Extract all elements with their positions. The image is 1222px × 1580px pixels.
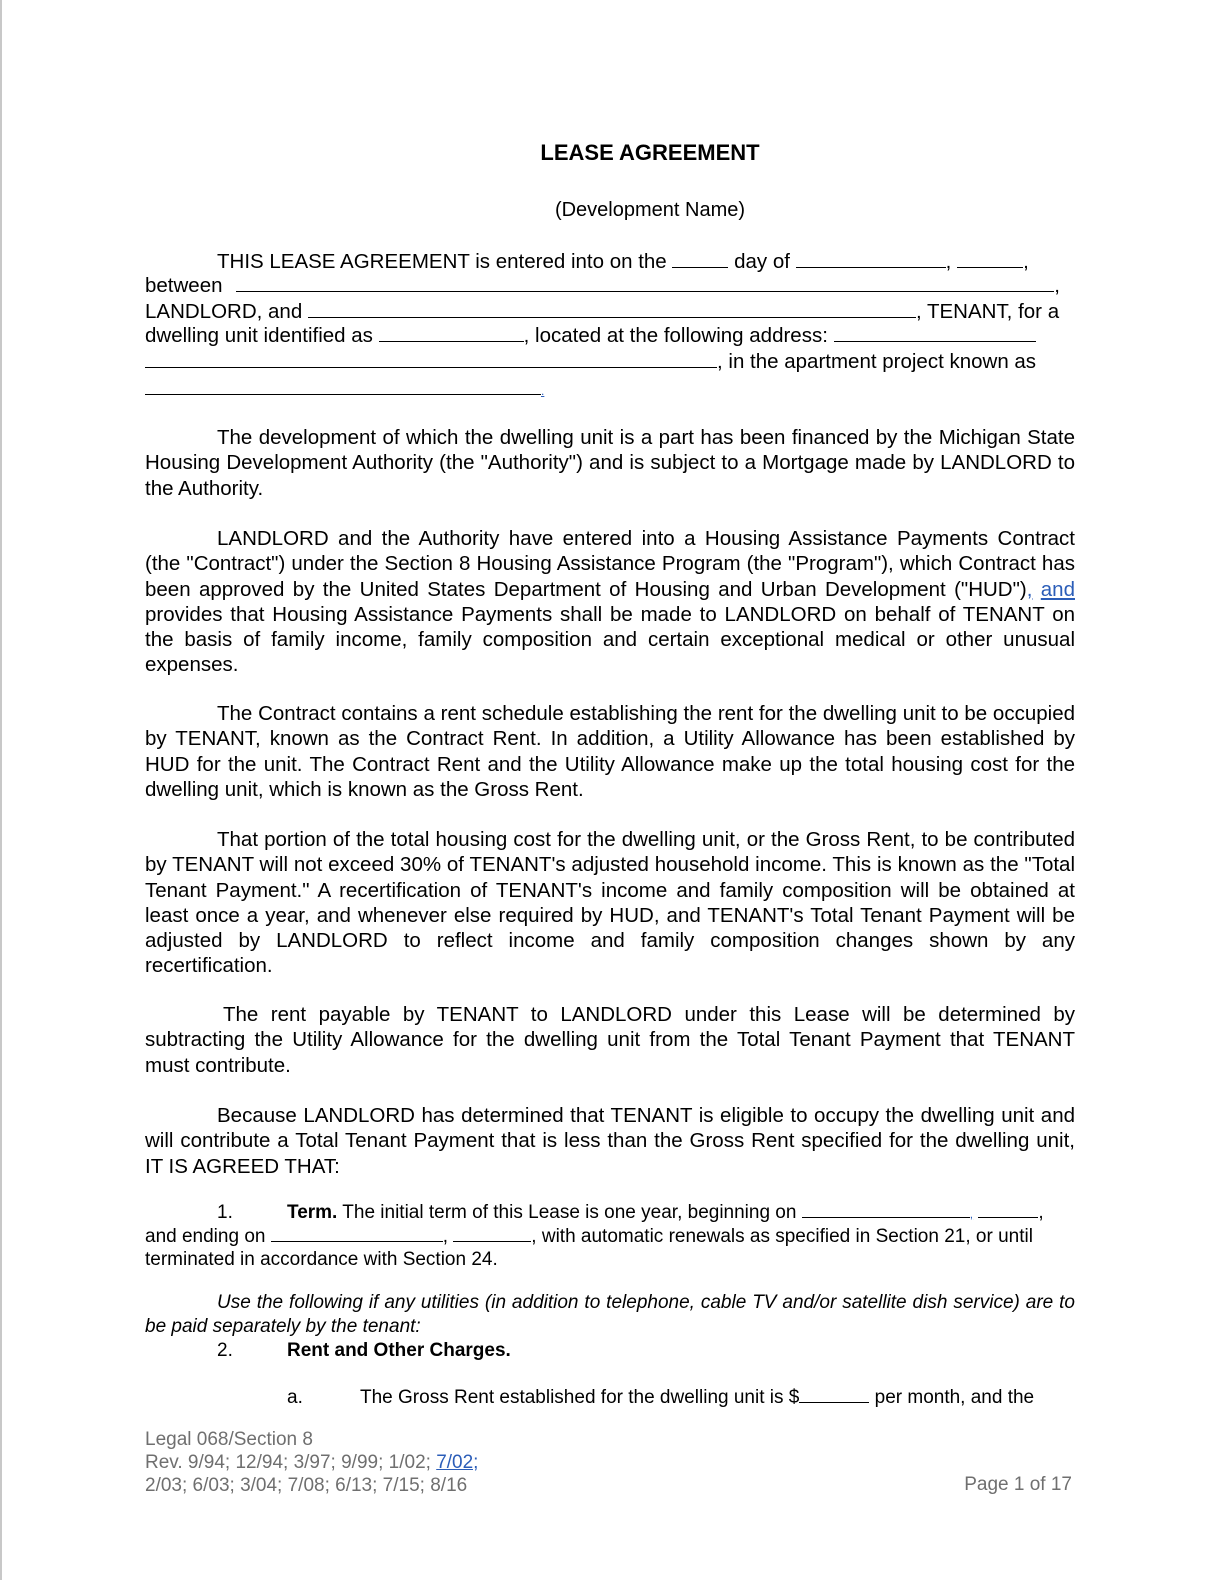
footer-revision-block [145,1428,478,1497]
revision-mark: 7/02; [436,1452,479,1473]
blank-tenant[interactable] [308,299,916,318]
intro-text: between [145,274,223,297]
intro-text: , in the apartment project known as [717,350,1037,373]
blank-project-name[interactable] [145,376,541,395]
intro-text: , [1054,274,1060,297]
intro-line-6 [145,376,1075,402]
form-id: Legal 068/Section 8 [145,1429,313,1450]
section-1-line-3: terminated in accordance with Section 24. [145,1249,498,1270]
blank-end-date[interactable] [271,1223,443,1242]
intro-text: dwelling unit identified as [145,324,373,347]
paragraph-financing: The development of which the dwelling unit is a part has been financed by the Michigan State Housing Development Authority (the "Authority") and is subject to a Mortgage made by LANDLORD to the Authority. [145,426,1075,500]
blank-start-date[interactable] [802,1199,970,1218]
revision-mark: and [1040,577,1075,601]
section-number: 2. [217,1340,233,1361]
intro-text: , TENANT, for a [915,300,1060,323]
intro-line-2 [145,273,1075,299]
section-heading: Rent and Other Charges. [287,1340,511,1361]
revision-mark: . [541,384,545,398]
utilities-note: Use the following if any utilities (in addition to telephone, cable TV and/or satellite dish service) are to be paid separately by the tenant: [145,1292,1075,1337]
intro-line-3 [145,299,1075,325]
item-letter: a. [287,1387,303,1408]
intro-text: , [1023,250,1029,273]
section-2-heading-line [145,1338,1075,1364]
revision-mark: , [969,1207,974,1221]
paragraph-hap-contract: LANDLORD and the Authority have entered into a Housing Assistance Payments Contract (the "Contract") under the Section 8 Housing Assistance Program (the "Program"), which Contract has been approved by the United States Department of Housing and Urban Development ("HUD"), and provides that Housing Assistance Payments shall be made to LANDLORD on behalf of TENANT on the basis of family income, family composition and certain exceptional medical or other unusual expenses. [145,527,1075,677]
blank-landlord[interactable] [236,273,1054,292]
blank-address-start[interactable] [834,323,1036,342]
section-1-line-2: and ending on , , with automatic renewals as specified in Section 21, or until [145,1223,1075,1249]
intro-text: LANDLORD, and [145,300,303,323]
blank-month[interactable] [796,249,946,268]
revision-line-2: 2/03; 6/03; 3/04; 7/08; 6/13; 7/15; 8/16 [145,1475,468,1496]
intro-text: , [945,250,952,273]
paragraph-eligibility: Because LANDLORD has determined that TENANT is eligible to occupy the dwelling unit and will contribute a Total Tenant Payment that is less than the Gross Rent specified for the dwelling unit, IT IS AGREED THAT: [145,1104,1075,1178]
revision-mark: , [1026,577,1033,601]
intro-text: THIS LEASE AGREEMENT is entered into on the [217,250,667,273]
section-heading: Term. [287,1202,338,1223]
blank-day[interactable] [672,249,728,268]
section-2a-line: a. The Gross Rent established for the dwelling unit is $ per month, and the [145,1384,1075,1410]
paragraph-contract-rent: The Contract contains a rent schedule establishing the rent for the dwelling unit to be occupied by TENANT, known as the Contract Rent. In addition, a Utility Allowance has been established by HUD for the unit. The Contract Rent and the Utility Allowance make up the total housing cost for the dwelling unit, which is known as the Gross Rent. [145,702,1075,801]
intro-line-1 [145,249,1075,275]
paragraph-rent-payable: The rent payable by TENANT to LANDLORD under this Lease will be determined by subtracting the Utility Allowance for the dwelling unit from the Total Tenant Payment that TENANT must contribute. [145,1003,1075,1077]
document-title: LEASE AGREEMENT [540,140,760,165]
blank-address[interactable] [145,349,717,368]
section-number: 1. [217,1202,233,1223]
paragraph-total-tenant-payment: That portion of the total housing cost for the dwelling unit, or the Gross Rent, to be contributed by TENANT will not exceed 30% of TENANT's adjusted household income. This is known as the "Total Tenant Payment." A recertification of TENANT's income and family composition will be obtained at least once a year, and whenever else required by HUD, and TENANT's Total Tenant Payment will be adjusted by LANDLORD to reflect income and family composition changes shown by any recertification. [145,828,1075,978]
intro-line-5 [145,349,1075,375]
blank-year[interactable] [957,249,1023,268]
intro-text: day of [734,250,790,273]
intro-line-4 [145,323,1075,349]
blank-gross-rent[interactable] [799,1384,869,1403]
development-name: (Development Name) [554,199,746,221]
section-1-line-1: 1. Term. The initial term of this Lease is one year, beginning on , , [145,1199,1075,1225]
blank-end-year[interactable] [453,1223,531,1242]
revision-line-1: Rev. 9/94; 12/94; 3/97; 9/99; 1/02; 7/02; [145,1452,479,1473]
intro-text: , located at the following address: [523,324,828,347]
blank-start-year[interactable] [978,1199,1038,1218]
blank-unit-id[interactable] [379,323,524,342]
page-number: Page 1 of 17 [964,1474,1072,1495]
